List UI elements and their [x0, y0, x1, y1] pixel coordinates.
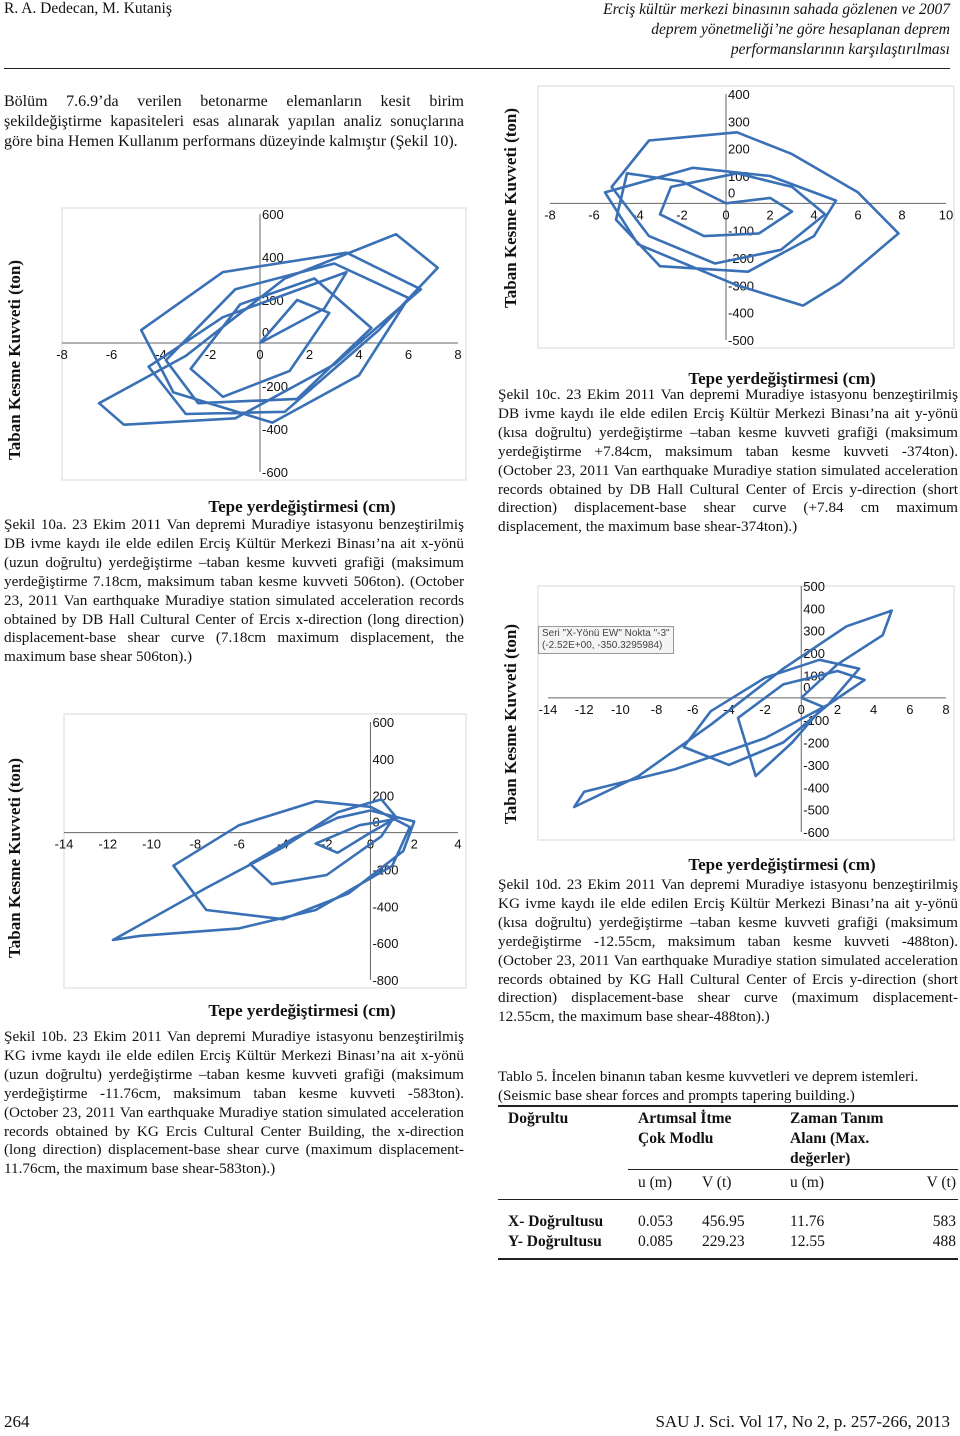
figure-10a-chart — [2, 200, 462, 520]
y-tick-label: 0 — [262, 325, 270, 340]
x-tick-label: -12 — [574, 701, 594, 717]
y-tick-label: -500 — [803, 802, 830, 818]
journal-citation: SAU J. Sci. Vol 17, No 2, p. 257-266, 2013 — [655, 1412, 950, 1431]
y-tick-label: -200 — [728, 251, 755, 266]
tooltip-line: (-2.52E+00, -350.3295984) — [542, 640, 663, 651]
x-tick-label: -10 — [610, 701, 630, 717]
x-tick-label: 2 — [410, 836, 418, 852]
x-tick-label: 8 — [454, 347, 462, 362]
table-subheader-cell: V (t) — [880, 1170, 958, 1200]
chart-10a-svg — [2, 200, 462, 520]
table-cell-direction: X- Doğrultusu — [508, 1213, 604, 1230]
caption-10c-text: Şekil 10c. 23 Ekim 2011 Van depremi Muradiye istasyonu benzeştirilmiş DB ivme kaydı ile elde edilen Erciş Kültür Merkezi Binası’na ait y-yönü (kısa doğrultu) yerdeğiştirme –taban kesme kuvveti grafiği (maksimum yerdeğiştirme +7.84cm, maksimum taban kesme kuvveti -374ton). (October 23, 2011 Van earthquake Muradiye station simulated acceleration records obtained by DB Hall Cultural Center of Ercis y-direction (short direction) displacement-base shear curve (+7.84 cm maximum displacement, the maximum base shear-374ton).) — [498, 386, 958, 536]
table5-caption-tr: Tablo 5. İncelen binanın taban kesme kuvvetleri ve deprem istemleri. — [498, 1068, 919, 1085]
y-tick-label: -800 — [372, 973, 399, 988]
y-axis-title: Taban Kesme Kuvveti (ton) — [5, 259, 24, 461]
intro-text: Bölüm 7.6.9’da verilen betonarme elemanların kesit birim şekildeğiştirme kapasiteleri esas alınarak yapılan analiz sonuçlarına göre bina Hemen Kullanım performans düzeyinde kalmıştır (Şekil 10). — [4, 93, 464, 150]
table-subheader-cell: u (m) — [788, 1170, 880, 1200]
y-tick-label: 200 — [372, 788, 395, 804]
table5-caption-en: (Seismic base shear forces and prompts tapering building.) — [498, 1086, 855, 1104]
caption-10c — [498, 386, 958, 537]
y-tick-label: -400 — [728, 305, 755, 321]
caption-10d — [498, 876, 958, 1027]
x-tick-label: 0 — [797, 701, 805, 717]
y-tick-label: 300 — [728, 114, 750, 130]
y-tick-label: -400 — [803, 780, 830, 796]
x-axis-title: Tepe yerdeğiştirmesi (cm) — [688, 369, 876, 388]
x-tick-label: 0 — [366, 836, 375, 852]
y-axis-title: Taban Kesme Kuvveti (ton) — [5, 757, 24, 959]
y-tick-label: 300 — [803, 623, 825, 639]
x-tick-label: 6 — [404, 347, 413, 362]
x-tick-label: 10 — [938, 207, 954, 223]
chart-10b-svg — [2, 706, 462, 1026]
x-tick-label: -4 — [723, 701, 735, 717]
x-tick-label: -2 — [204, 347, 217, 362]
y-tick-label: -100 — [728, 223, 755, 239]
x-tick-label: -8 — [544, 207, 556, 223]
y-tick-label: 0 — [728, 185, 736, 201]
y-tick-label: -400 — [372, 899, 399, 915]
x-tick-label: 4 — [355, 347, 363, 362]
x-tick-label: -10 — [142, 836, 161, 852]
y-tick-label: -100 — [803, 713, 830, 729]
caption-10a-text: Şekil 10a. 23 Ekim 2011 Van depremi Muradiye istasyonu benzeştirilmiş DB ivme kaydı ile elde edilen Erciş Kültür Merkezi Binası’na ait x-yönü (uzun doğrultu) yerdeğiştirme –taban kesme kuvveti grafiği (maksimum yerdeğiştirme 7.18cm, maksimum taban kesme kuvveti 506ton). (October 23, 2011 Van earthquake Muradiye station simulated acceleration records obtained by DB Hall Cultural Center of Ercis x-direction (long direction) displacement-base shear curve (7.18cm maximum displacement, the maximum base shear 506ton).) — [4, 516, 464, 666]
table-subheader-cell: V (t) — [700, 1170, 788, 1200]
y-tick-label: -200 — [262, 379, 289, 394]
x-tick-label: 2 — [766, 207, 774, 223]
x-tick-label: -2 — [759, 701, 771, 717]
x-tick-label: -4 — [632, 207, 644, 223]
x-tick-label: 4 — [454, 836, 462, 852]
x-tick-label: -8 — [189, 836, 202, 852]
table-row — [498, 1232, 958, 1252]
y-tick-label: 100 — [803, 668, 825, 684]
x-tick-label: -4 — [155, 347, 167, 362]
x-tick-label: -8 — [650, 701, 663, 717]
x-tick-label: 2 — [833, 701, 842, 717]
table-cell: 0.053 — [638, 1213, 673, 1230]
caption-10d-text: Şekil 10d. 23 Ekim 2011 Van depremi Muradiye istasyonu benzeştirilmiş KG ivme kaydı ile elde edilen Erciş Kültür Merkezi Binası’na ait y-yönü (kısa doğrultu) yerdeğiştirme –taban kesme kuvveti grafiği (maksimum yerdeğiştirme -12.55cm, maksimum taban kesme kuvveti -488ton). (October 23, 2011 Van earthquake Muradiye station simulated acceleration records obtained by KG Hall Cultural Center of Ercis y-direction (short direction) displacement-base shear curve (maximum displacement-12.55cm, the maximum base shear-488ton).) — [498, 876, 958, 1026]
table-subheader-row — [498, 1170, 958, 1200]
table-header-cell: Artımsal İtme Çok Modlu — [638, 1110, 732, 1147]
figure-10d-chart — [498, 574, 956, 874]
x-tick-label: 0 — [722, 207, 730, 223]
table-cell: 583 — [932, 1213, 956, 1230]
x-tick-label: 6 — [906, 701, 914, 717]
header-title-line: Erciş kültür merkezi binasının sahada gözlenen ve 2007 — [603, 1, 950, 18]
y-tick-label: 0 — [372, 814, 380, 830]
y-tick-label: -600 — [372, 936, 399, 952]
y-tick-label: 400 — [262, 250, 284, 265]
y-tick-label: -500 — [728, 333, 755, 348]
table-cell: 12.55 — [790, 1233, 825, 1250]
header-title — [530, 0, 950, 60]
y-tick-label: 200 — [803, 646, 825, 662]
header-authors: R. A. Dedecan, M. Kutaniş — [4, 0, 172, 17]
x-tick-label: -14 — [538, 701, 558, 717]
x-tick-label: 8 — [898, 207, 906, 223]
y-axis-title: Taban Kesme Kuvveti (ton) — [501, 107, 520, 309]
x-tick-label: -6 — [686, 701, 699, 717]
x-tick-label: 0 — [256, 347, 264, 362]
y-tick-label: 200 — [728, 141, 750, 157]
table5-grid — [498, 1109, 958, 1252]
y-tick-label: 400 — [372, 751, 395, 767]
table-cell: 488 — [932, 1233, 956, 1250]
header-rule — [4, 68, 950, 69]
x-tick-label: 2 — [305, 347, 314, 362]
caption-10b — [4, 1028, 464, 1179]
y-tick-label: -400 — [262, 422, 289, 437]
table-subheader-cell — [498, 1170, 628, 1200]
table-cell-direction: Y- Doğrultusu — [508, 1233, 602, 1250]
table-cell: 456.95 — [702, 1213, 745, 1230]
x-tick-label: 8 — [942, 701, 950, 717]
header-title-line: performanslarının karşılaştırılması — [730, 41, 950, 58]
y-tick-label: -200 — [372, 862, 399, 878]
x-tick-label: 6 — [854, 207, 862, 223]
plot-frame — [62, 208, 466, 480]
figure-10c-chart — [498, 84, 956, 390]
x-axis-title: Tepe yerdeğiştirmesi (cm) — [208, 1001, 396, 1020]
y-axis-title: Taban Kesme Kuvveti (ton) — [501, 623, 520, 825]
table-header-row — [498, 1109, 958, 1170]
table-row — [498, 1200, 958, 1233]
x-tick-label: -2 — [320, 836, 333, 852]
y-tick-label: 0 — [803, 679, 811, 695]
y-tick-label: 100 — [728, 169, 750, 184]
x-tick-label: -6 — [105, 347, 118, 362]
y-tick-label: -600 — [262, 465, 289, 480]
x-tick-label: -8 — [56, 347, 68, 362]
y-tick-label: 500 — [803, 579, 825, 594]
header-title-line: deprem yönetmeliği’ne göre hesaplanan deprem — [651, 21, 950, 38]
x-tick-label: 4 — [870, 701, 878, 717]
chart-10c-svg — [498, 84, 956, 390]
caption-10a — [4, 516, 464, 667]
caption-10b-text: Şekil 10b. 23 Ekim 2011 Van depremi Muradiye istasyonu benzeştirilmiş KG ivme kaydı ile elde edilen Erciş Kültür Merkezi Binası’na ait x-yönü (uzun doğrultu) yerdeğiştirme –taban kesme kuvveti grafiği (maksimum yerdeğiştirme -11.76cm, maksimum taban kesme kuvveti -583ton). (October 23, 2011 Van earthquake Muradiye station simulated acceleration records obtained by KG Ercis Cultural Center Building, the x-direction (long direction) displacement-base shear curve (maximum displacement-11.76cm, the maximum base shear-583ton).) — [4, 1028, 464, 1178]
table-header-cell: Doğrultu — [508, 1110, 569, 1127]
table-cell: 0.085 — [638, 1233, 673, 1250]
table-subheader-cell: u (m) — [628, 1170, 700, 1200]
figure-10b-chart — [2, 706, 462, 1026]
table-header-cell: Zaman Tanım Alanı (Max. değerler) — [790, 1110, 884, 1167]
y-tick-label: 600 — [372, 715, 395, 730]
x-tick-label: -2 — [676, 207, 688, 223]
table-cell: 229.23 — [702, 1233, 745, 1250]
x-tick-label: -6 — [588, 207, 600, 223]
chart-10d-svg — [498, 574, 956, 874]
table-cell: 11.76 — [790, 1213, 825, 1230]
series-line — [113, 799, 414, 940]
y-tick-label: -200 — [803, 735, 830, 751]
y-tick-label: 600 — [262, 207, 284, 222]
y-tick-label: -300 — [728, 278, 755, 294]
x-tick-label: -12 — [98, 836, 118, 852]
y-tick-label: -600 — [803, 825, 830, 840]
plot-frame — [64, 714, 466, 988]
y-tick-label: 400 — [803, 601, 825, 617]
x-tick-label: -14 — [54, 836, 74, 852]
y-tick-label: 200 — [262, 293, 284, 308]
y-tick-label: -300 — [803, 757, 830, 773]
x-axis-title: Tepe yerdeğiştirmesi (cm) — [688, 855, 876, 874]
table5 — [498, 1105, 958, 1260]
tooltip-line: Seri "X-Yönü EW" Nokta "-3" — [542, 628, 670, 639]
chart-tooltip — [538, 626, 674, 654]
page-number: 264 — [4, 1412, 30, 1431]
table5-caption — [498, 1068, 958, 1106]
x-tick-label: -6 — [233, 836, 245, 852]
x-tick-label: -4 — [277, 836, 289, 852]
x-axis-title: Tepe yerdeğiştirmesi (cm) — [208, 497, 396, 516]
y-tick-label: 400 — [728, 87, 750, 102]
intro-paragraph — [4, 92, 464, 152]
x-tick-label: 4 — [810, 207, 818, 223]
